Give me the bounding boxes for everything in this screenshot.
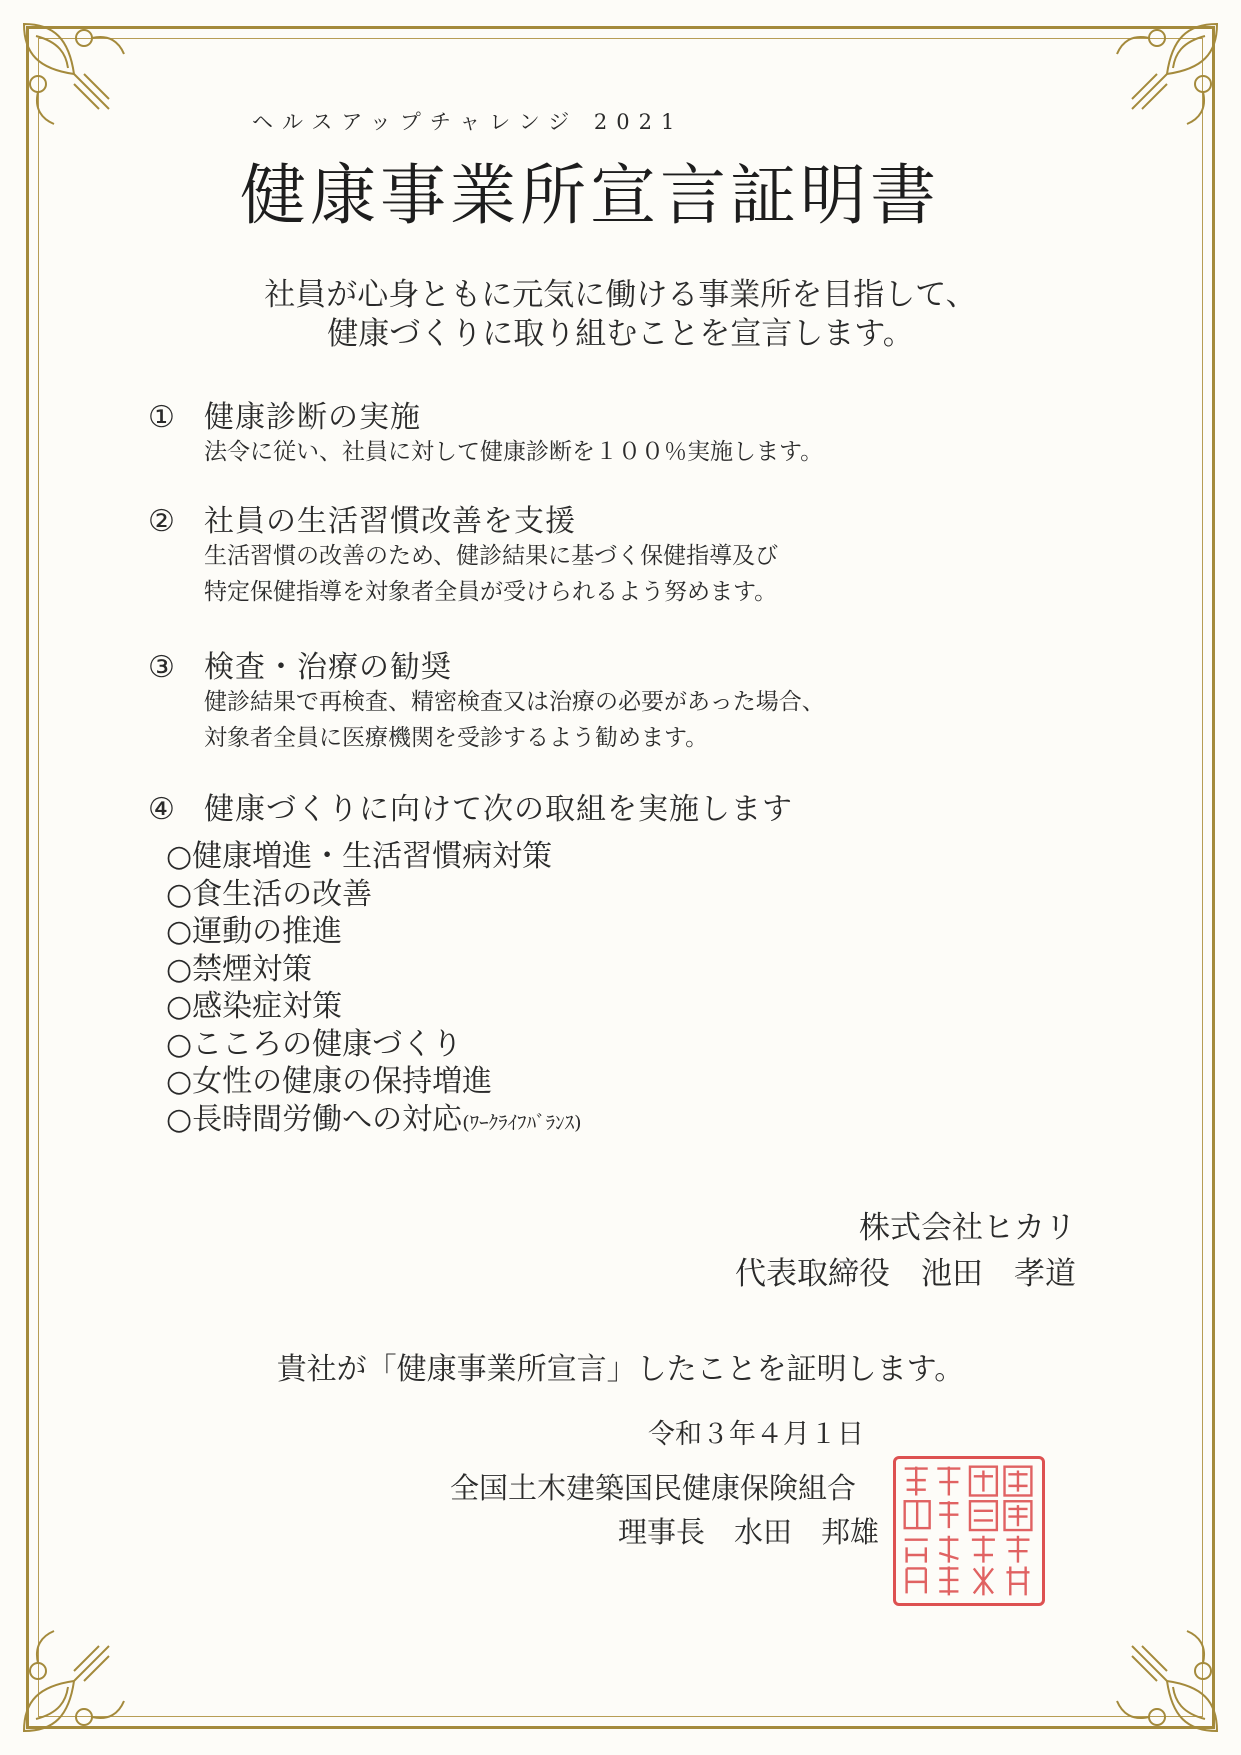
certification-statement: 貴社が「健康事業所宣言」したことを証明します。: [276, 1352, 965, 1387]
initiative-list: [166, 838, 582, 1142]
item-4-heading: [148, 784, 793, 828]
ornament-corner-top-left: [14, 14, 134, 134]
list-item: ○健康増進・生活習慣病対策: [166, 839, 553, 874]
item-2-line-2: 特定保健指導を対象者全員が受けられるよう努めます。: [204, 579, 778, 605]
list-item: ○こころの健康づくり: [166, 1026, 463, 1062]
item-1-body: [204, 434, 823, 470]
item-2-heading: [148, 496, 576, 540]
intro-line-2: 健康づくりに取り組むことを宣言します。: [327, 316, 914, 352]
company-representative: 代表取締役 池田 孝道: [735, 1256, 1076, 1292]
list-item-suffix: (ﾜｰｸﾗｲﾌﾊﾞﾗﾝｽ): [462, 1111, 582, 1134]
item-2-number: ②: [148, 504, 176, 539]
document-title: 健康事業所宣言証明書: [240, 157, 940, 234]
issuer-representative: 理事長 水田 邦雄: [618, 1515, 880, 1549]
item-3-number: ③: [148, 650, 176, 685]
list-item: ○運動の推進: [166, 914, 343, 949]
company-name: 株式会社ヒカリ: [859, 1210, 1076, 1246]
ornament-corner-top-right: [1107, 14, 1227, 134]
issuer-name: 全国土木建築国民健康保険組合: [450, 1471, 857, 1505]
official-seal-stamp: [893, 1456, 1045, 1606]
ornament-corner-bottom-right: [1107, 1621, 1227, 1741]
item-4-title: 健康づくりに向けて次の取組を実施します: [204, 792, 793, 827]
declaring-company: [735, 1205, 1076, 1297]
item-1-line-1: 法令に従い、社員に対して健康診断を１００％実施します。: [204, 439, 824, 465]
item-1-heading: [148, 392, 421, 436]
item-2-body: [204, 538, 778, 610]
ornament-corner-bottom-left: [14, 1621, 134, 1741]
item-1-number: ①: [148, 400, 176, 435]
item-4-number: ④: [148, 792, 176, 827]
item-3-body: [204, 684, 825, 756]
subtitle: ヘルスアップチャレンジ 2021: [252, 110, 684, 134]
list-item-text: ○長時間労働への対応: [166, 1101, 463, 1137]
issue-date: 令和３年４月１日: [648, 1419, 864, 1450]
list-item: ○感染症対策: [166, 989, 343, 1024]
item-3-line-2: 対象者全員に医療機関を受診するよう勧めます。: [204, 725, 709, 751]
intro-line-1: 社員が心身ともに元気に働ける事業所を目指して、: [264, 277, 977, 313]
list-item: ○禁煙対策: [166, 951, 313, 987]
list-item: [166, 1101, 582, 1143]
seal-glyphs: [896, 1459, 1042, 1603]
declaration-intro: [0, 276, 1241, 354]
list-item: ○女性の健康の保持増進: [166, 1064, 493, 1099]
item-2-title: 社員の生活習慣改善を支援: [204, 504, 576, 539]
item-3-line-1: 健診結果で再検査、精密検査又は治療の必要があった場合、: [204, 689, 825, 715]
item-2-line-1: 生活習慣の改善のため、健診結果に基づく保健指導及び: [204, 543, 779, 569]
item-3-title: 検査・治療の勧奨: [204, 650, 452, 685]
list-item: ○食生活の改善: [166, 876, 373, 912]
issuing-organization: [450, 1466, 879, 1554]
item-1-title: 健康診断の実施: [204, 400, 421, 435]
item-3-heading: [148, 642, 452, 686]
